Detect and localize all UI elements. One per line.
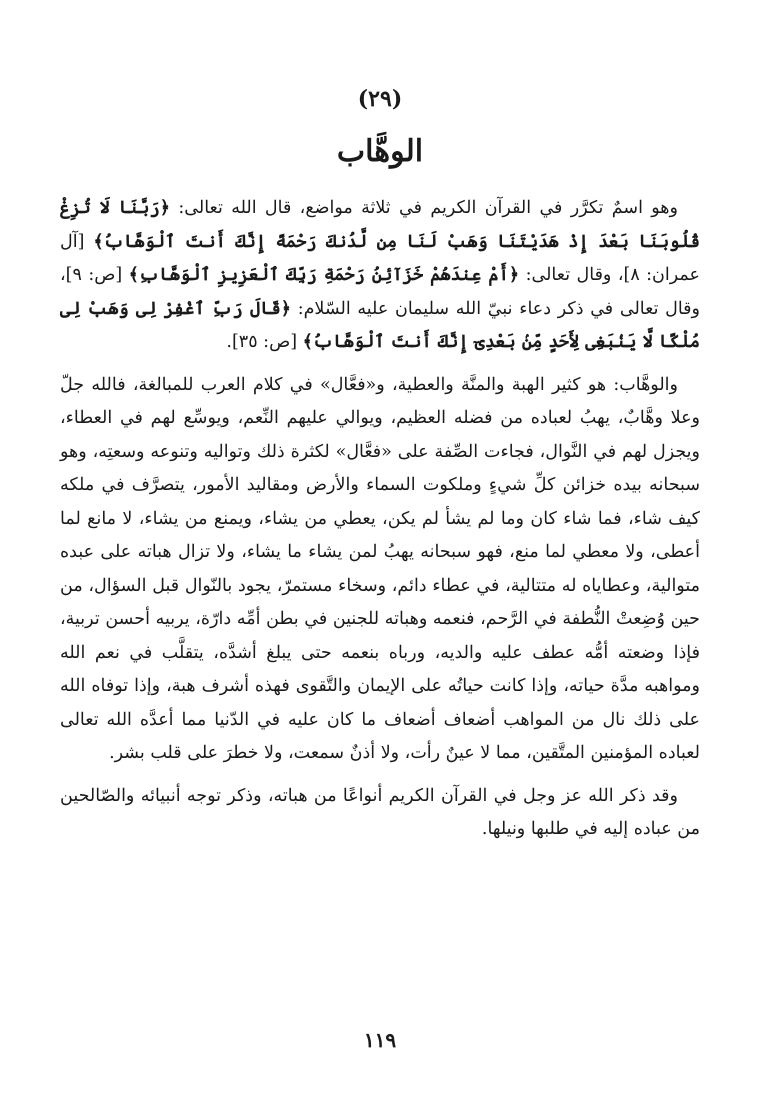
quran-verse-al-imran: ﴿رَبَّنَا لَا تُزِغْ قُلُوبَنَا بَعْدَ إِذْ هَدَيْتَنَا وَهَبْ لَنَا مِن لَّدُنكَ رَحْمَةً إِنَّكَ أَنتَ ٱلْوَهَّابُ﴾ [60, 198, 701, 252]
intro-text: وهو اسمٌ تكرَّر في القرآن الكريم في ثلاثة مواضع، قال الله تعالى: [170, 198, 678, 218]
verse-reference-sad-9: [ص: ٩]، وقال تعالى في ذكر دعاء نبيّ الله سليمان عليه السّلام: [60, 265, 700, 319]
verse-reference-sad-35: [ص: ٣٥]. [226, 332, 303, 352]
verse-reference-al-imran: [آل عمران: ٨]، وقال تعالى: [60, 231, 700, 285]
paragraph-closing: وقد ذكر الله عز وجل في القرآن الكريم أنواعًا من هباته، وذكر توجه أنبيائه والصّالحين من عباده إليه في طلبها ونيلها. [60, 785, 700, 839]
page-number: ١١٩ [363, 1028, 397, 1052]
paragraph-meaning: والوهَّاب: هو كثير الهبة والمنَّة والعطية، و«فعَّال» في كلام العرب للمبالغة، فالله جلّ وعلا وهَّابٌ، يهبُ لعباده من فضله العظيم، ويوالي عليهم النِّعم، ويوسِّع لهم في العطاء، ويجزل لهم في النَّوال، فجاءت الصِّفة على «فعَّال» لكثرة ذلك وتواليه وتنوعه وسعتِه، وهو سبحانه بيده خزائن كلِّ شيءٍ وملكوت السماء والأرض ومقاليد الأمور، يتصرَّف في ملكه كيف شاء، فما شاء كان وما لم يشأ لم يكن، يعطي من يشاء، ويمنع من يشاء، لا مانع لما أعطى، ولا معطي لما منع، فهو سبحانه يهبُ لمن يشاء ما يشاء، ولا تزال هباته على عبده متوالية، وعطاياه له متتالية، في عطاء دائم، وسخاء مستمرّ، يجود بالنّوال قبل السؤال، من حين وُضِعتْ النُّطفة في الرَّحم، فنعمه وهباته للجنين في بطن أمِّه دارّة، يربيه أحسن تربية، فإذا وضعته أمُّه عطف عليه والديه، ورباه بنعمه حتى يبلغ أشدَّه، يتقلَّب في نعم الله ومواهبه مدَّة حياته، وإذا كانت حياتُه على الإيمان والتَّقوى فهذه أشرف هبة، وإذا توفاه الله على ذلك نال من المواهب أضعاف أضعاف ما كان عليه في الدّنيا مما أعدَّه الله تعالى لعباده المؤمنين المتَّقين، مما لا عينٌ رأت، ولا أذنٌ سمعت، ولا خطرَ على قلب بشر. [60, 374, 700, 763]
body-text [60, 192, 700, 856]
quran-verse-sad-35: ﴿قَالَ رَبِّ ٱغْفِرْ لِى وَهَبْ لِى مُلْكًا لَّا يَنۢبَغِى لِأَحَدٍ مِّنۢ بَعْدِىٓ إِنَّكَ أَنتَ ٱلْوَهَّابُ﴾ [60, 298, 700, 352]
chapter-title: الوهَّاب [336, 134, 424, 169]
chapter-number: (٢٩) [357, 86, 403, 112]
quran-verse-sad-9: ﴿أَمْ عِندَهُمْ خَزَآئِنُ رَحْمَةِ رَبِّكَ ٱلْعَزِيزِ ٱلْوَهَّابِ﴾ [128, 265, 520, 285]
book-page [60, 0, 700, 1096]
paragraph-intro [60, 192, 700, 360]
